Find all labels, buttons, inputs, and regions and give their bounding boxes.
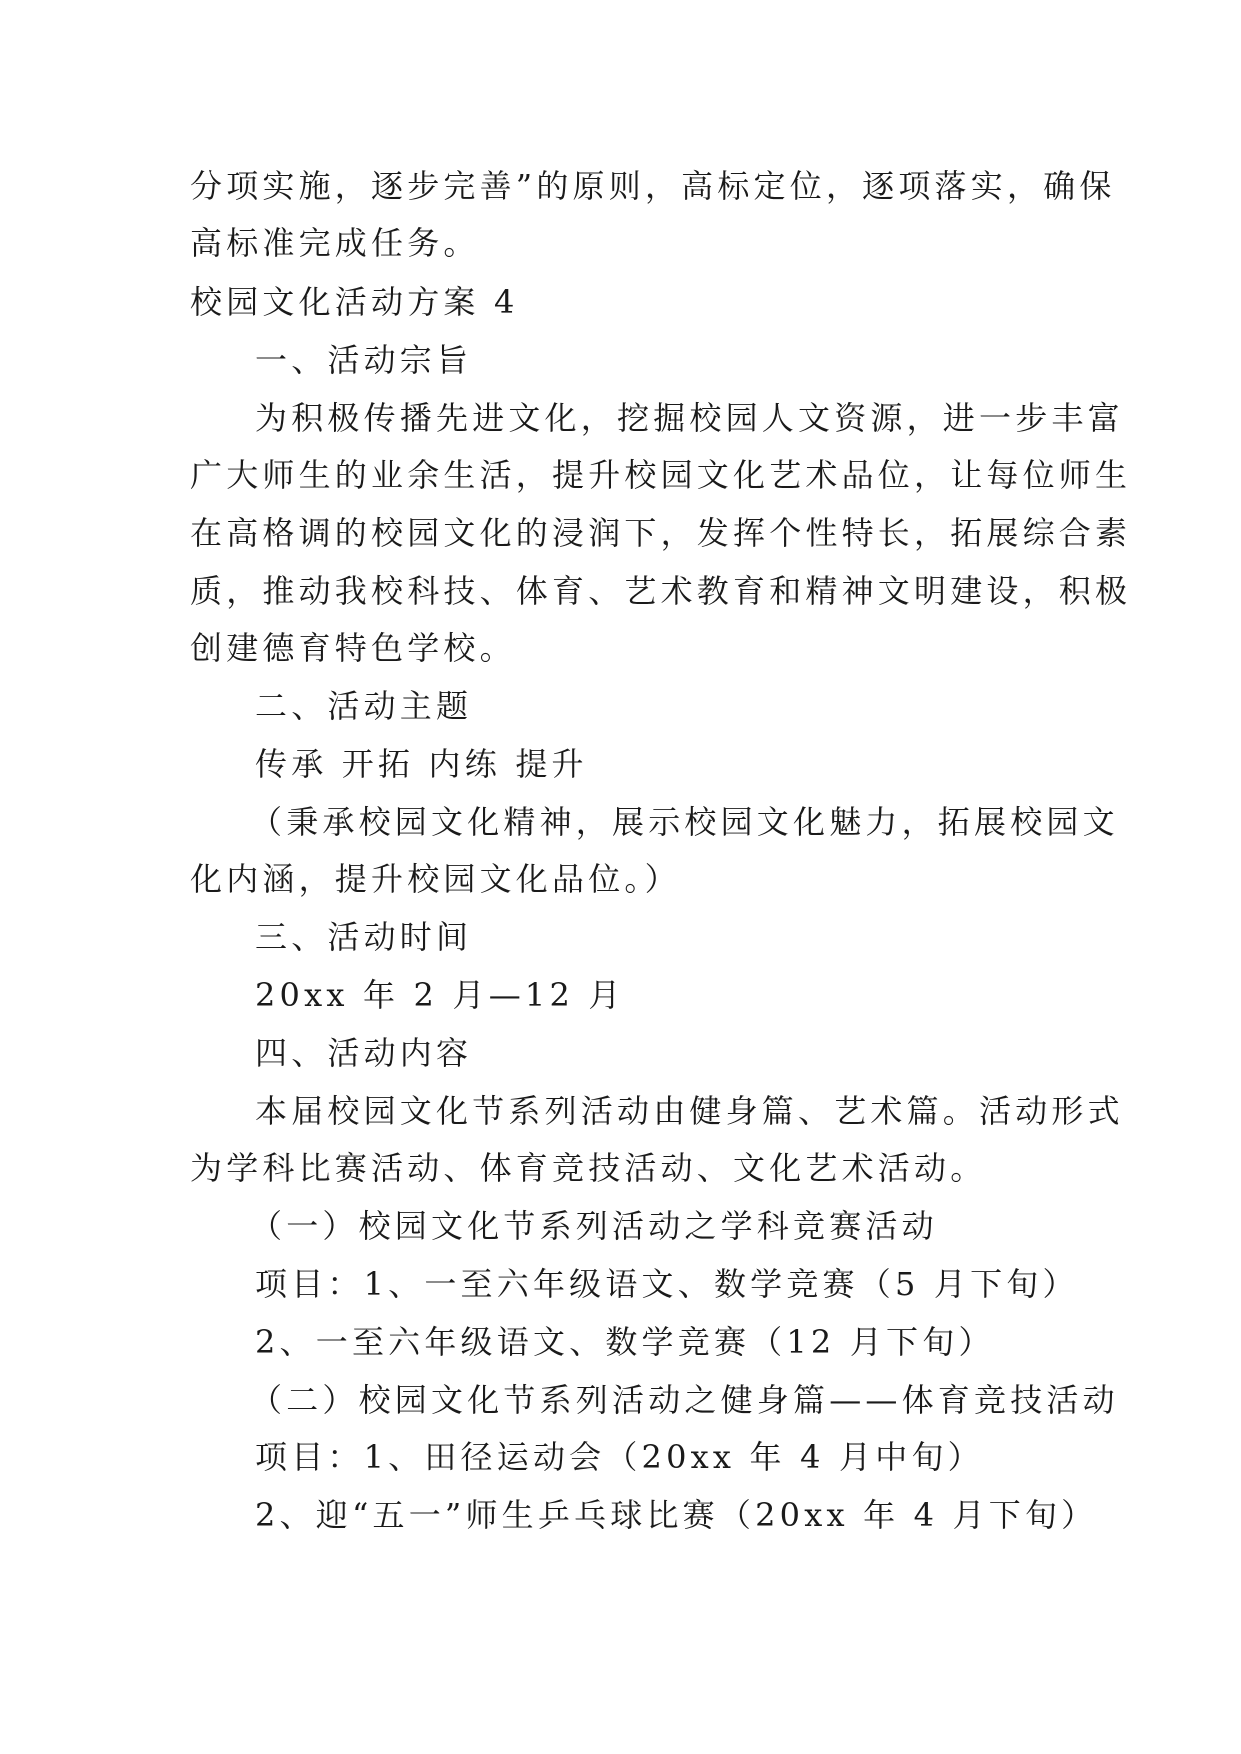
heading-purpose: 一、活动宗旨 [255, 341, 473, 379]
paragraph-line: 在高格调的校园文化的浸润下，发挥个性特长，拓展综合素 [190, 514, 1132, 552]
subheading-academic: （一）校园文化节系列活动之学科竞赛活动 [250, 1207, 938, 1245]
paragraph-line: 为学科比赛活动、体育竞技活动、文化艺术活动。 [190, 1149, 987, 1187]
list-item: 项目：1、一至六年级语文、数学竞赛（5 月下旬） [255, 1265, 1079, 1303]
paragraph-line: 本届校园文化节系列活动由健身篇、艺术篇。活动形式 [255, 1092, 1124, 1130]
paragraph-line: 质，推动我校科技、体育、艺术教育和精神文明建设，积极 [190, 572, 1132, 610]
paragraph-line: 创建德育特色学校。 [190, 629, 516, 667]
list-item: 2、迎“五一”师生乒乓球比赛（20xx 年 4 月下旬） [255, 1496, 1098, 1534]
list-item: 项目：1、田径运动会（20xx 年 4 月中旬） [255, 1438, 984, 1476]
heading-content: 四、活动内容 [255, 1034, 473, 1072]
section-title: 校园文化活动方案 4 [190, 283, 519, 321]
list-item: 2、一至六年级语文、数学竞赛（12 月下旬） [255, 1323, 995, 1361]
paragraph-line: 广大师生的业余生活，提升校园文化艺术品位，让每位师生 [190, 456, 1132, 494]
heading-time: 三、活动时间 [255, 918, 473, 956]
paragraph-line: 分项实施，逐步完善”的原则，高标定位，逐项落实，确保 [190, 167, 1116, 205]
paragraph-line: 高标准完成任务。 [190, 224, 480, 262]
theme-text: 传承 开拓 内练 提升 [255, 745, 588, 783]
time-text: 20xx 年 2 月—12 月 [255, 976, 625, 1014]
subheading-sports: （二）校园文化节系列活动之健身篇——体育竞技活动 [250, 1381, 1119, 1419]
paragraph-line: 为积极传播先进文化，挖掘校园人文资源，进一步丰富 [255, 399, 1124, 437]
paragraph-line: （秉承校园文化精神，展示校园文化魅力，拓展校园文 [250, 803, 1119, 841]
paragraph-line: 化内涵，提升校园文化品位。） [190, 860, 681, 898]
heading-theme: 二、活动主题 [255, 687, 473, 725]
